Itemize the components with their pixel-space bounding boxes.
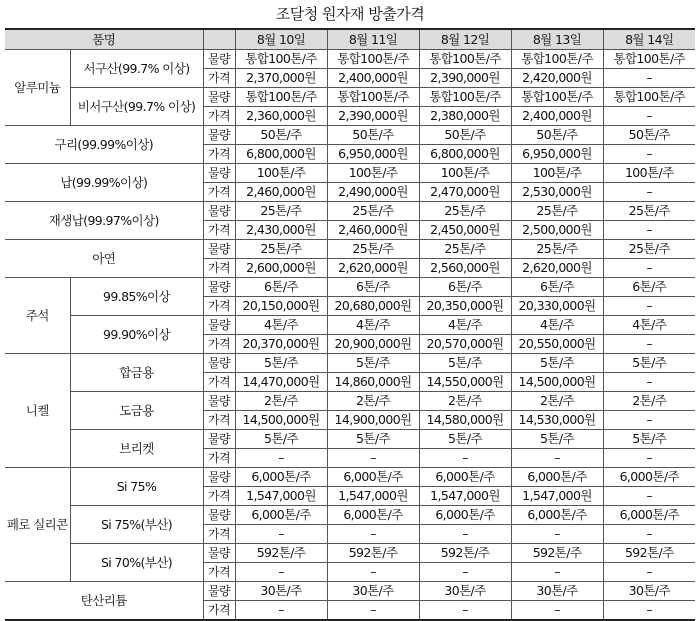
price-cell: 2,620,000원: [511, 259, 603, 278]
quantity-cell: 통합100톤/주: [419, 50, 511, 69]
price-cell: –: [603, 145, 695, 164]
quantity-cell: 5톤/주: [511, 354, 603, 373]
quantity-cell: 50톤/주: [511, 126, 603, 145]
price-cell: 2,360,000원: [235, 107, 327, 126]
price-cell: 2,470,000원: [419, 183, 511, 202]
quantity-cell: 25톤/주: [511, 202, 603, 221]
quantity-cell: 5톤/주: [419, 430, 511, 449]
table-row: [5, 164, 695, 183]
date-header: 8월 14일: [603, 29, 695, 50]
quantity-cell: 5톤/주: [603, 430, 695, 449]
price-cell: –: [603, 601, 695, 621]
price-cell: –: [235, 563, 327, 582]
price-cell: –: [327, 601, 419, 621]
price-cell: –: [603, 373, 695, 392]
quantity-cell: 50톤/주: [327, 126, 419, 145]
price-cell: 2,420,000원: [511, 69, 603, 88]
item-sub-label: Si 75%: [70, 468, 203, 506]
price-cell: 6,950,000원: [511, 145, 603, 164]
quantity-cell: 6,000톤/주: [419, 468, 511, 487]
price-cell: –: [327, 525, 419, 544]
price-cell: –: [603, 449, 695, 468]
quantity-label: 물량: [203, 316, 235, 335]
table-row: [5, 430, 695, 449]
price-cell: 2,460,000원: [327, 221, 419, 240]
price-cell: 6,950,000원: [327, 145, 419, 164]
item-group-label: 구리(99.99%이상): [5, 126, 203, 164]
price-cell: –: [603, 487, 695, 506]
item-sub-label: 서구산(99.7% 이상): [70, 50, 203, 88]
quantity-cell: 6톤/주: [327, 278, 419, 297]
quantity-cell: 6,000톤/주: [235, 506, 327, 525]
price-cell: 1,547,000원: [235, 487, 327, 506]
price-cell: 6,800,000원: [235, 145, 327, 164]
price-cell: 2,400,000원: [327, 69, 419, 88]
quantity-cell: 25톤/주: [419, 202, 511, 221]
quantity-label: 물량: [203, 50, 235, 69]
quantity-cell: 4톤/주: [603, 316, 695, 335]
quantity-cell: 2톤/주: [419, 392, 511, 411]
quantity-cell: 2톤/주: [235, 392, 327, 411]
table-row: [5, 88, 695, 107]
quantity-cell: 100톤/주: [235, 164, 327, 183]
quantity-cell: 6톤/주: [419, 278, 511, 297]
date-header: 8월 10일: [235, 29, 327, 50]
item-group-label: 니켈: [5, 354, 70, 468]
price-cell: 14,860,000원: [327, 373, 419, 392]
price-cell: –: [603, 297, 695, 316]
item-sub-label: 99.90%이상: [70, 316, 203, 354]
quantity-cell: 6,000톤/주: [419, 506, 511, 525]
price-cell: –: [603, 563, 695, 582]
quantity-cell: 2톤/주: [327, 392, 419, 411]
price-label: 가격: [203, 335, 235, 354]
quantity-label: 물량: [203, 430, 235, 449]
quantity-cell: 5톤/주: [419, 354, 511, 373]
price-cell: –: [511, 525, 603, 544]
price-cell: –: [603, 183, 695, 202]
quantity-cell: 100톤/주: [511, 164, 603, 183]
quantity-cell: 6,000톤/주: [603, 468, 695, 487]
quantity-cell: 통합100톤/주: [327, 50, 419, 69]
price-cell: 14,500,000원: [511, 373, 603, 392]
price-label: 가격: [203, 487, 235, 506]
quantity-cell: 4톤/주: [419, 316, 511, 335]
quantity-cell: 30톤/주: [235, 582, 327, 601]
quantity-cell: 5톤/주: [603, 354, 695, 373]
quantity-cell: 25톤/주: [419, 240, 511, 259]
price-label: 가격: [203, 373, 235, 392]
quantity-cell: 6,000톤/주: [327, 468, 419, 487]
table-title: 조달청 원자재 방출가격: [275, 5, 425, 23]
quantity-label: 물량: [203, 544, 235, 563]
price-cell: 2,600,000원: [235, 259, 327, 278]
price-cell: 2,380,000원: [419, 107, 511, 126]
price-cell: 2,450,000원: [419, 221, 511, 240]
quantity-label: 물량: [203, 88, 235, 107]
price-label: 가격: [203, 601, 235, 621]
price-cell: –: [603, 69, 695, 88]
price-label: 가격: [203, 297, 235, 316]
quantity-cell: 통합100톤/주: [419, 88, 511, 107]
price-cell: 2,390,000원: [327, 107, 419, 126]
item-sub-label: 브리켓: [70, 430, 203, 468]
price-cell: –: [235, 601, 327, 621]
price-cell: –: [511, 449, 603, 468]
item-group-label: 납(99.99%이상): [5, 164, 203, 202]
table-row: [5, 506, 695, 525]
price-cell: –: [419, 449, 511, 468]
quantity-cell: 6톤/주: [603, 278, 695, 297]
quantity-label: 물량: [203, 278, 235, 297]
date-header: 8월 13일: [511, 29, 603, 50]
quantity-cell: 592톤/주: [419, 544, 511, 563]
price-cell: –: [235, 449, 327, 468]
quantity-cell: 25톤/주: [235, 240, 327, 259]
price-label: 가격: [203, 107, 235, 126]
quantity-label: 물량: [203, 126, 235, 145]
table-row: [5, 240, 695, 259]
quantity-label: 물량: [203, 240, 235, 259]
quantity-cell: 5톤/주: [235, 430, 327, 449]
price-cell: –: [419, 601, 511, 621]
price-cell: 20,900,000원: [327, 335, 419, 354]
price-cell: 14,580,000원: [419, 411, 511, 430]
price-cell: 14,470,000원: [235, 373, 327, 392]
date-header: 8월 12일: [419, 29, 511, 50]
quantity-cell: 6,000톤/주: [327, 506, 419, 525]
quantity-cell: 5톤/주: [327, 430, 419, 449]
price-cell: 20,350,000원: [419, 297, 511, 316]
price-cell: –: [327, 449, 419, 468]
quantity-cell: 25톤/주: [511, 240, 603, 259]
quantity-cell: 6,000톤/주: [603, 506, 695, 525]
item-group-label: 알루미늄: [5, 50, 70, 126]
table-row: [5, 50, 695, 69]
item-group-label: 페로 실리콘: [5, 468, 70, 582]
price-cell: 20,330,000원: [511, 297, 603, 316]
quantity-cell: 통합100톤/주: [327, 88, 419, 107]
price-cell: –: [511, 563, 603, 582]
quantity-cell: 30톤/주: [419, 582, 511, 601]
quantity-cell: 2톤/주: [603, 392, 695, 411]
price-cell: –: [603, 335, 695, 354]
price-cell: 2,500,000원: [511, 221, 603, 240]
quantity-cell: 통합100톤/주: [235, 88, 327, 107]
quantity-cell: 6,000톤/주: [511, 506, 603, 525]
quantity-cell: 50톤/주: [603, 126, 695, 145]
quantity-cell: 25톤/주: [235, 202, 327, 221]
price-cell: 14,500,000원: [235, 411, 327, 430]
item-sub-label: 99.85%이상: [70, 278, 203, 316]
quantity-cell: 30톤/주: [327, 582, 419, 601]
table-row: [5, 354, 695, 373]
price-table: [5, 28, 695, 621]
item-sub-label: 도금용: [70, 392, 203, 430]
quantity-cell: 50톤/주: [235, 126, 327, 145]
quantity-label: 물량: [203, 202, 235, 221]
price-cell: 20,570,000원: [419, 335, 511, 354]
price-cell: –: [327, 563, 419, 582]
item-sub-label: Si 75%(부산): [70, 506, 203, 544]
quantity-cell: 통합100톤/주: [511, 50, 603, 69]
quantity-cell: 25톤/주: [603, 202, 695, 221]
price-cell: 14,530,000원: [511, 411, 603, 430]
quantity-cell: 5톤/주: [235, 354, 327, 373]
quantity-cell: 통합100톤/주: [511, 88, 603, 107]
date-header: 8월 11일: [327, 29, 419, 50]
price-cell: 2,490,000원: [327, 183, 419, 202]
table-row: [5, 278, 695, 297]
quantity-cell: 5톤/주: [327, 354, 419, 373]
quantity-cell: 25톤/주: [603, 240, 695, 259]
quantity-label: 물량: [203, 468, 235, 487]
table-row: [5, 316, 695, 335]
quantity-label: 물량: [203, 354, 235, 373]
price-cell: –: [511, 601, 603, 621]
price-cell: –: [603, 411, 695, 430]
price-cell: –: [603, 259, 695, 278]
price-cell: –: [603, 107, 695, 126]
item-sub-label: 비서구산(99.7% 이상): [70, 88, 203, 126]
quantity-cell: 30톤/주: [511, 582, 603, 601]
quantity-cell: 30톤/주: [603, 582, 695, 601]
item-header: 품명: [5, 29, 203, 50]
item-sub-label: 합금용: [70, 354, 203, 392]
price-cell: 14,900,000원: [327, 411, 419, 430]
price-cell: 2,390,000원: [419, 69, 511, 88]
table-row: [5, 392, 695, 411]
price-label: 가격: [203, 411, 235, 430]
item-group-label: 탄산리튬: [5, 582, 203, 621]
price-cell: 20,680,000원: [327, 297, 419, 316]
quantity-cell: 100톤/주: [327, 164, 419, 183]
quantity-label: 물량: [203, 392, 235, 411]
price-label: 가격: [203, 69, 235, 88]
table-row: [5, 202, 695, 221]
price-label: 가격: [203, 221, 235, 240]
price-cell: 6,800,000원: [419, 145, 511, 164]
quantity-cell: 통합100톤/주: [603, 88, 695, 107]
price-label: 가격: [203, 145, 235, 164]
table-row: [5, 468, 695, 487]
price-cell: –: [603, 525, 695, 544]
price-cell: –: [419, 563, 511, 582]
price-label: 가격: [203, 525, 235, 544]
price-cell: 1,547,000원: [511, 487, 603, 506]
header-row: [5, 29, 695, 50]
price-cell: 2,560,000원: [419, 259, 511, 278]
quantity-cell: 5톤/주: [511, 430, 603, 449]
price-label: 가격: [203, 183, 235, 202]
price-cell: 20,550,000원: [511, 335, 603, 354]
quantity-cell: 통합100톤/주: [603, 50, 695, 69]
price-cell: –: [603, 221, 695, 240]
kind-header: [203, 29, 235, 50]
table-row: [5, 126, 695, 145]
price-cell: 1,547,000원: [419, 487, 511, 506]
quantity-cell: 592톤/주: [603, 544, 695, 563]
price-cell: 20,150,000원: [235, 297, 327, 316]
quantity-cell: 100톤/주: [419, 164, 511, 183]
price-cell: 2,430,000원: [235, 221, 327, 240]
quantity-cell: 25톤/주: [327, 202, 419, 221]
price-cell: 20,370,000원: [235, 335, 327, 354]
item-group-label: 아연: [5, 240, 203, 278]
quantity-cell: 4톤/주: [327, 316, 419, 335]
quantity-label: 물량: [203, 164, 235, 183]
price-label: 가격: [203, 563, 235, 582]
quantity-cell: 6,000톤/주: [235, 468, 327, 487]
price-cell: 2,370,000원: [235, 69, 327, 88]
quantity-cell: 6톤/주: [511, 278, 603, 297]
quantity-label: 물량: [203, 582, 235, 601]
price-cell: 14,550,000원: [419, 373, 511, 392]
quantity-cell: 4톤/주: [511, 316, 603, 335]
price-cell: 2,530,000원: [511, 183, 603, 202]
quantity-cell: 6톤/주: [235, 278, 327, 297]
quantity-cell: 100톤/주: [603, 164, 695, 183]
quantity-cell: 2톤/주: [511, 392, 603, 411]
quantity-label: 물량: [203, 506, 235, 525]
table-row: [5, 582, 695, 601]
price-cell: 1,547,000원: [327, 487, 419, 506]
price-label: 가격: [203, 449, 235, 468]
quantity-cell: 통합100톤/주: [235, 50, 327, 69]
quantity-cell: 6,000톤/주: [511, 468, 603, 487]
price-cell: 2,460,000원: [235, 183, 327, 202]
quantity-cell: 4톤/주: [235, 316, 327, 335]
quantity-cell: 50톤/주: [419, 126, 511, 145]
price-cell: –: [419, 525, 511, 544]
price-cell: 2,620,000원: [327, 259, 419, 278]
price-cell: 2,400,000원: [511, 107, 603, 126]
quantity-cell: 592톤/주: [327, 544, 419, 563]
price-cell: –: [235, 525, 327, 544]
quantity-cell: 592톤/주: [511, 544, 603, 563]
table-row: [5, 544, 695, 563]
item-group-label: 주석: [5, 278, 70, 354]
quantity-cell: 25톤/주: [327, 240, 419, 259]
item-group-label: 재생납(99.97%이상): [5, 202, 203, 240]
price-label: 가격: [203, 259, 235, 278]
item-sub-label: Si 70%(부산): [70, 544, 203, 582]
quantity-cell: 592톤/주: [235, 544, 327, 563]
